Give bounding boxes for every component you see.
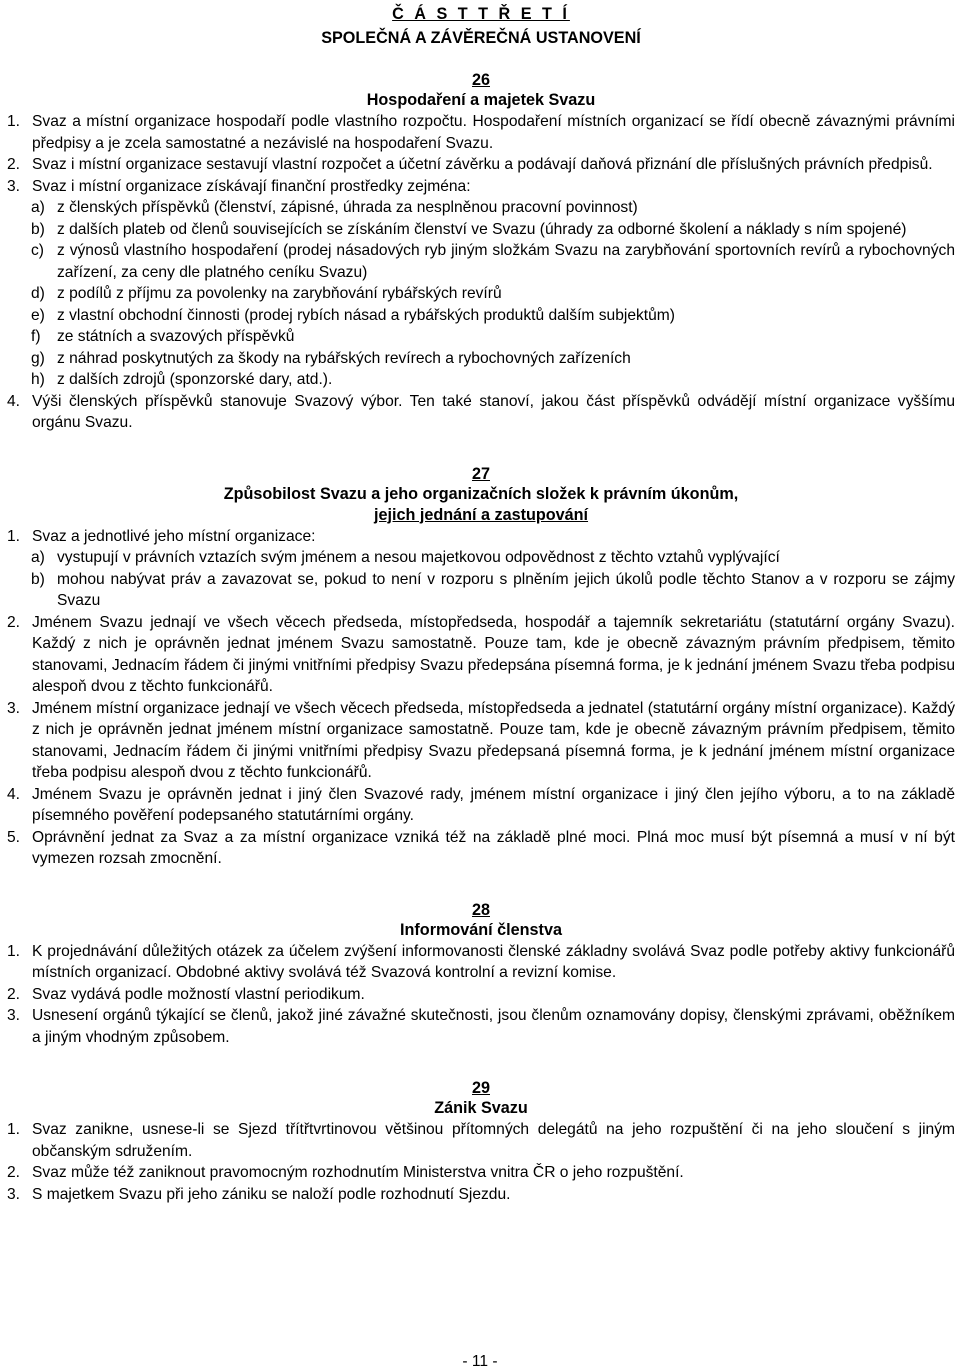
sub-item-text: z výnosů vlastního hospodaření (prodej násadových ryb jiným složkám Svazu na zarybňování sportovních revírů a rybochovných zařízení, za ceny dle platného ceníku Svazu)	[57, 242, 955, 281]
list-item	[7, 984, 955, 1006]
sub-item-text: mohou nabývat práv a zavazovat se, pokud to není v rozporu s plněním jejich úkolů podle těchto Stanov a v rozporu se zájmy Svazu	[57, 570, 955, 609]
sub-item-text: z dalších plateb od členů souvisejících se získáním členství ve Svazu (úhrady za odborné školení a náklady s ním spojené)	[57, 220, 907, 238]
sub-item-letter: a)	[31, 549, 45, 566]
item-text: Jménem Svazu je oprávněn jednat i jiný člen Svazové rady, jménem místní organizace i jiný člen jejího výboru, a to na základě písemného pověření podepsaného statutárními orgány.	[32, 785, 955, 824]
item-text: Svaz i místní organizace získávají finanční prostředky zejména:	[32, 177, 471, 195]
list-item	[7, 612, 955, 698]
item-number: 1.	[7, 942, 21, 960]
sub-item-text: z členských příspěvků (členství, zápisné, úhrada za nesplněnou pracovní povinnost)	[57, 199, 638, 216]
item-number: 4.	[7, 392, 21, 410]
item-text: Svaz a jednotlivé jeho místní organizace:	[32, 527, 316, 545]
list-item	[7, 1184, 955, 1206]
item-number: 2.	[7, 1164, 21, 1181]
item-text: Svaz může též zaniknout pravomocným rozhodnutím Ministerstva vnitra ČR o jeho rozpuštění.	[32, 1164, 684, 1181]
sub-item-letter: d)	[31, 285, 45, 302]
sub-item-letter: g)	[31, 349, 45, 367]
section-28	[7, 900, 955, 1049]
sub-item-text: z podílů z příjmu za povolenky na zarybňování rybářských revírů	[57, 285, 502, 302]
list-item	[7, 526, 955, 548]
item-text: Jménem místní organizace jednají ve všech věcech předseda, místopředseda a jednatel (statutární orgány místní organizace). Každý z nich je oprávněn jednat jménem místní organizace samostatně. Pouze tam, kde je obecně závazným právním předpisem, těmito stanovami, Jednacím řádem či jinými vnitřními předpisy Svazu předepsaná písemná forma, je k jednání jménem místní organizace třeba podpisu alespoň dvou z těchto funkcionářů.	[32, 699, 955, 781]
item-number: 4.	[7, 785, 21, 803]
list-item	[7, 391, 955, 434]
item-number: 3.	[7, 177, 21, 195]
list-item	[7, 1005, 955, 1048]
sub-item	[7, 369, 955, 391]
sub-item-letter: f)	[31, 328, 41, 345]
list-item	[7, 1162, 955, 1184]
item-text: Svaz a místní organizace hospodaří podle vlastního rozpočtu. Hospodaření místních organizací se řídí obecně závaznými právními předpisy a je zcela samostatné a nezávislé na hospodaření Svazu.	[32, 113, 955, 152]
item-number: 3.	[7, 1185, 21, 1203]
list-item	[7, 784, 955, 827]
sub-item-text: z vlastní obchodní činnosti (prodej rybích násad a rybářských produktů dalším subjektům)	[57, 306, 675, 324]
item-text: Svaz zanikne, usnese-li se Sjezd třítřtvrtinovou většinou přítomných delegátů na jeho rozpuštění či na jeho sloučení s jiným občanským sdružením.	[32, 1121, 955, 1160]
item-text: Výši členských příspěvků stanovuje Svazový výbor. Ten také stanoví, jakou část příspěvků odvádějí místní organizace vyššímu orgánu Svazu.	[32, 392, 955, 431]
list-item	[7, 176, 955, 198]
sub-item-letter: b)	[31, 220, 45, 238]
part-subtitle: SPOLEČNÁ A ZÁVĚREČNÁ USTANOVENÍ	[321, 29, 641, 47]
item-text: Svaz i místní organizace sestavují vlastní rozpočet a účetní závěrku a podávají daňová přiznání dle příslušných právních předpisů.	[32, 156, 933, 173]
section-27	[7, 464, 955, 870]
sub-item-letter: h)	[31, 371, 45, 388]
item-text: Svaz vydává podle možností vlastní periodikum.	[32, 985, 365, 1003]
list-item	[7, 827, 955, 870]
section-title-line-2: jejich jednání a zastupování	[373, 505, 589, 524]
section-title: Zánik Svazu	[434, 1099, 528, 1117]
item-number: 1.	[7, 113, 21, 130]
item-text: S majetkem Svazu při jeho zániku se naloží podle rozhodnutí Sjezdu.	[32, 1185, 511, 1203]
item-number: 2.	[7, 985, 21, 1003]
item-number: 2.	[7, 613, 21, 631]
item-text: Usnesení orgánů týkající se členů, jakož jiné závažné skutečnosti, jsou členům oznamovány dopisy, členskými zprávami, oběžníkem a jiným vhodným způsobem.	[32, 1007, 955, 1046]
section-number: 26	[471, 71, 490, 89]
sub-item-letter: a)	[31, 199, 45, 216]
section-number: 29	[471, 1079, 490, 1097]
section-number: 28	[471, 900, 490, 919]
item-number: 2.	[7, 156, 21, 173]
sub-item-letter: b)	[31, 570, 45, 588]
sub-item-letter: c)	[31, 242, 44, 259]
list-item	[7, 941, 955, 984]
sub-item	[7, 348, 955, 370]
sub-item	[7, 197, 955, 219]
item-number: 3.	[7, 1007, 21, 1024]
sub-item	[7, 569, 955, 612]
sub-item-letter: e)	[31, 306, 45, 324]
section-title: Informování členstva	[400, 920, 562, 939]
sub-item-text: ze státních a svazových příspěvků	[57, 328, 295, 345]
section-number: 27	[471, 464, 490, 483]
list-item	[7, 1119, 955, 1162]
sub-item-text: vystupují v právních vztazích svým jménem a nesou majetkovou odpovědnost z těchto vztahů vyplývající	[57, 549, 780, 566]
section-title: Způsobilost Svazu a jeho organizačních složek k právním úkonům,	[223, 484, 739, 503]
part-title: Č Á S T T Ř E T Í	[392, 5, 570, 23]
sub-item	[7, 283, 955, 305]
list-item	[7, 698, 955, 784]
item-number: 5.	[7, 828, 21, 846]
list-item	[7, 154, 955, 176]
sub-item-text: z náhrad poskytnutých za škody na rybářských revírech a rybochovných zařízeních	[57, 349, 631, 367]
item-text: Jménem Svazu jednají ve všech věcech předseda, místopředseda, hospodář a tajemník sekretariátu (statutární orgány Svazu). Každý z nich je oprávněn jednat jménem Svazu samostatně. Pouze tam, kde je obecně závazným právním předpisem, těmito stanovami, Jednacím řádem či jinými vnitřními předpisy Svazu předepsána písemná forma, je k jednání jménem Svazu třeba podpisu alespoň dvou z těchto funkcionářů.	[32, 613, 955, 695]
section-26	[7, 70, 955, 434]
item-number: 1.	[7, 527, 21, 545]
list-item	[7, 111, 955, 154]
sub-item	[7, 219, 955, 241]
sub-item	[7, 240, 955, 283]
item-number: 3.	[7, 699, 21, 717]
section-title: Hospodaření a majetek Svazu	[366, 91, 596, 109]
sub-item	[7, 326, 955, 348]
item-text: Oprávnění jednat za Svaz a za místní organizace vzniká též na základě plné moci. Plná moc musí být písemná a musí v ní být vymezen rozsah zmocnění.	[32, 828, 955, 867]
document-page	[7, 2, 955, 1205]
section-29	[7, 1078, 955, 1205]
item-text: K projednávání důležitých otázek za účelem zvýšení informovanosti členské základny svolává Svaz podle potřeby aktivy funkcionářů místních organizací. Obdobné aktivy svolává též Svazová kontrolní a revizní komise.	[32, 942, 955, 981]
page-number: - 11 -	[462, 1353, 498, 1370]
sub-item	[7, 305, 955, 327]
sub-item-text: z dalších zdrojů (sponzorské dary, atd.).	[57, 371, 333, 388]
sub-item	[7, 547, 955, 569]
item-number: 1.	[7, 1121, 21, 1138]
